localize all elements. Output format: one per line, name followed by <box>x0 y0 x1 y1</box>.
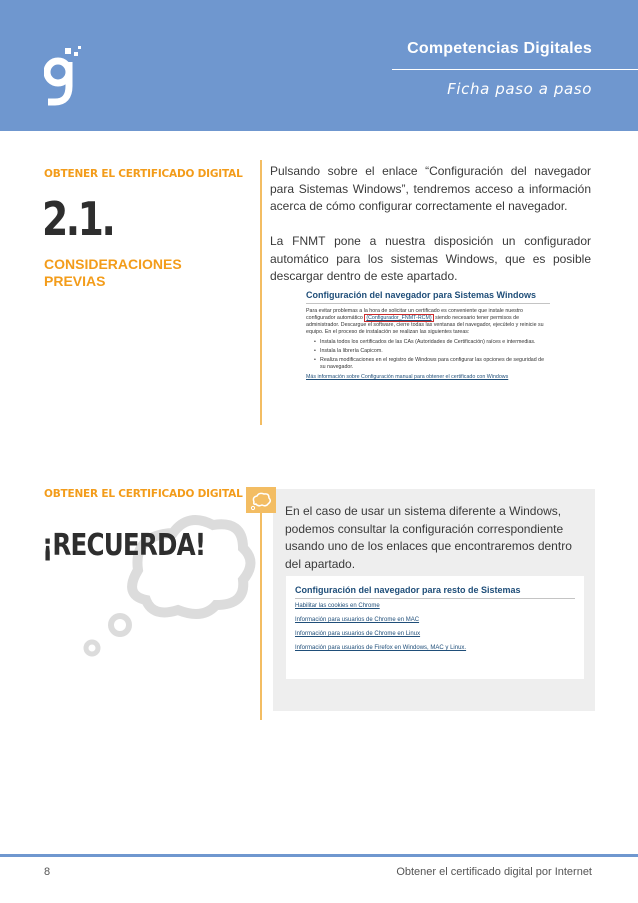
recuerda-heading: ¡RECUERDA! <box>42 528 206 563</box>
section-title: CONSIDERACIONES PREVIAS <box>44 256 182 289</box>
section1-kicker: OBTENER EL CERTIFICADO DIGITAL <box>44 168 243 180</box>
screenshot-text-before: Para evitar problemas a la hora de solicitar un certificado es conveniente que instale nuestro configurador automático <box>306 308 524 321</box>
screenshot-intro <box>306 308 550 336</box>
page-number: 8 <box>44 866 51 878</box>
chrome-mac-link[interactable]: Información para usuarios de Chrome en MAC <box>295 617 420 623</box>
screenshot-task-list <box>314 339 550 371</box>
chrome-linux-link[interactable]: Información para usuarios de Chrome en Linux <box>295 631 421 637</box>
paragraph-2: La FNMT pone a nuestra disposición un configurador automático para los sistemas Windows, que es posible descargar dentro de este apartado. <box>270 234 591 283</box>
note-text: En el caso de usar un sistema diferente a Windows, podemos consultar la configuración correspondiente usando uno de los enlaces que encontraremos dentro del apartado. <box>285 504 572 571</box>
windows-config-screenshot <box>306 290 550 410</box>
header-subtitle: Ficha paso a paso <box>447 80 592 98</box>
firefox-link[interactable]: Información para usuarios de Firefox en Windows, MAC y Linux. <box>295 645 467 651</box>
thought-cloud-icon <box>78 500 258 660</box>
section-number: 2.1. <box>42 192 114 246</box>
list-item: • Instala la librería Capicom. <box>314 348 550 355</box>
g-logo-icon <box>44 46 84 108</box>
section2-divider <box>260 500 262 720</box>
screenshot2-divider <box>295 598 575 599</box>
list-item: • Instala todos los certificados de las CAs (Autoridades de Certificación) raíces e intermedias. <box>314 339 550 346</box>
screenshot-text-after: siendo necesario tener permisos de administrador. Descargue el software, cierre todas las ventanas del navegador, ejecútelo y reinicie su equipo. En el proceso de instalación se realizan las siguientes tareas: <box>306 315 544 335</box>
chrome-cookies-link[interactable]: Habilitar las cookies en Chrome <box>295 603 380 609</box>
screenshot-divider <box>306 303 550 304</box>
screenshot-title: Configuración del navegador para Sistemas Windows <box>306 290 536 300</box>
footer-divider <box>0 854 638 857</box>
section2-kicker: OBTENER EL CERTIFICADO DIGITAL <box>44 488 243 500</box>
footer-title: Obtener el certificado digital por Internet <box>396 866 592 878</box>
page-header <box>0 0 638 131</box>
configurador-link[interactable]: (Configurador_FNMT-RCM) <box>366 315 432 321</box>
other-systems-screenshot <box>286 576 584 679</box>
header-title: Competencias Digitales <box>407 40 592 57</box>
list-item: • Realiza modificaciones en el registro de Windows para configurar las opciones de seguridad de su navegador. <box>314 357 550 371</box>
header-divider <box>392 69 638 70</box>
screenshot2-title: Configuración del navegador para resto de Sistemas <box>295 585 521 595</box>
section1-divider <box>260 160 262 425</box>
cloud-icon <box>246 487 276 513</box>
manual-config-link[interactable]: Más información sobre Configuración manual para obtener el certificado con Windows <box>306 374 509 380</box>
paragraph-1: Pulsando sobre el enlace “Configuración del navegador para Sistemas Windows”, tendremos acceso a información acerca de cómo configurar correctamente el navegador. <box>270 164 591 213</box>
